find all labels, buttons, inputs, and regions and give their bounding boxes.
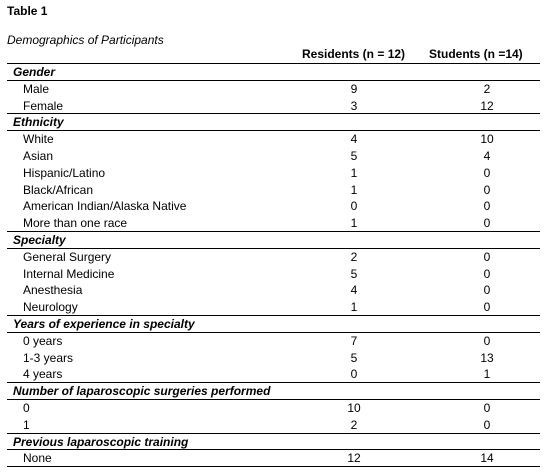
section-header: Number of laparoscopic surgeries performed xyxy=(7,383,540,400)
section-header: Gender xyxy=(7,64,540,81)
residents-value: 3 xyxy=(350,98,358,113)
row-label: Female xyxy=(23,98,64,113)
residents-value: 9 xyxy=(350,81,358,96)
students-value: 2 xyxy=(483,81,491,96)
row-label: Neurology xyxy=(23,300,78,315)
table-row xyxy=(7,366,540,383)
table-row xyxy=(7,299,540,316)
section-header: Ethnicity xyxy=(7,114,540,131)
table-row xyxy=(7,81,540,98)
column-header-residents: Residents (n = 12) xyxy=(302,47,406,61)
residents-value: 5 xyxy=(350,148,358,163)
table-row xyxy=(7,450,540,467)
column-header-students: Students (n =14) xyxy=(429,47,523,61)
table-row xyxy=(7,249,540,266)
table-row xyxy=(7,282,540,299)
row-label: 4 years xyxy=(23,367,63,382)
students-value: 14 xyxy=(480,451,494,466)
table-row xyxy=(7,165,540,182)
students-value: 0 xyxy=(483,216,491,231)
residents-value: 1 xyxy=(350,165,358,180)
table-row xyxy=(7,417,540,434)
residents-value: 1 xyxy=(350,300,358,315)
row-label: General Surgery xyxy=(23,249,112,264)
residents-value: 1 xyxy=(350,216,358,231)
table-row xyxy=(7,400,540,417)
residents-value: 5 xyxy=(350,266,358,281)
students-value: 0 xyxy=(483,266,491,281)
students-value: 10 xyxy=(480,132,494,147)
row-label: Black/African xyxy=(23,182,94,197)
row-label: American Indian/Alaska Native xyxy=(23,199,187,214)
table-row xyxy=(7,333,540,350)
row-label: Male xyxy=(23,81,50,96)
table-row xyxy=(7,215,540,232)
residents-value: 1 xyxy=(350,182,358,197)
row-label: 1 xyxy=(23,417,30,432)
students-value: 0 xyxy=(483,249,491,264)
residents-value: 12 xyxy=(347,451,361,466)
table-row xyxy=(7,350,540,367)
section-header: Previous laparoscopic training xyxy=(7,434,540,451)
residents-value: 7 xyxy=(350,333,358,348)
students-value: 0 xyxy=(483,333,491,348)
row-label: Internal Medicine xyxy=(23,266,115,281)
students-value: 0 xyxy=(483,182,491,197)
students-value: 4 xyxy=(483,148,491,163)
students-value: 0 xyxy=(483,417,491,432)
row-label: Anesthesia xyxy=(23,283,83,298)
residents-value: 2 xyxy=(350,417,358,432)
students-value: 0 xyxy=(483,283,491,298)
students-value: 13 xyxy=(480,350,494,365)
table-row xyxy=(7,131,540,148)
row-label: More than one race xyxy=(23,216,128,231)
students-value: 0 xyxy=(483,400,491,415)
row-label: 0 xyxy=(23,400,30,415)
residents-value: 0 xyxy=(350,367,358,382)
table-number: Table 1 xyxy=(7,4,48,18)
students-value: 1 xyxy=(483,367,491,382)
section-header: Specialty xyxy=(7,232,540,249)
residents-value: 5 xyxy=(350,350,358,365)
row-label: White xyxy=(23,132,54,147)
residents-value: 4 xyxy=(350,132,358,147)
demographics-table xyxy=(7,63,540,467)
residents-value: 2 xyxy=(350,249,358,264)
table-row xyxy=(7,182,540,199)
students-value: 12 xyxy=(480,98,494,113)
residents-value: 0 xyxy=(350,199,358,214)
row-label: Asian xyxy=(23,148,54,163)
table-caption: Demographics of Participants xyxy=(7,33,164,47)
row-label: Hispanic/Latino xyxy=(23,165,106,180)
table-row xyxy=(7,148,540,165)
table-row xyxy=(7,266,540,283)
residents-value: 4 xyxy=(350,283,358,298)
row-label: None xyxy=(23,451,52,466)
table-row xyxy=(7,198,540,215)
row-label: 1-3 years xyxy=(23,350,74,365)
section-header: Years of experience in specialty xyxy=(7,316,540,333)
row-label: 0 years xyxy=(23,333,63,348)
students-value: 0 xyxy=(483,199,491,214)
students-value: 0 xyxy=(483,300,491,315)
students-value: 0 xyxy=(483,165,491,180)
table-row xyxy=(7,98,540,115)
residents-value: 10 xyxy=(347,400,361,415)
